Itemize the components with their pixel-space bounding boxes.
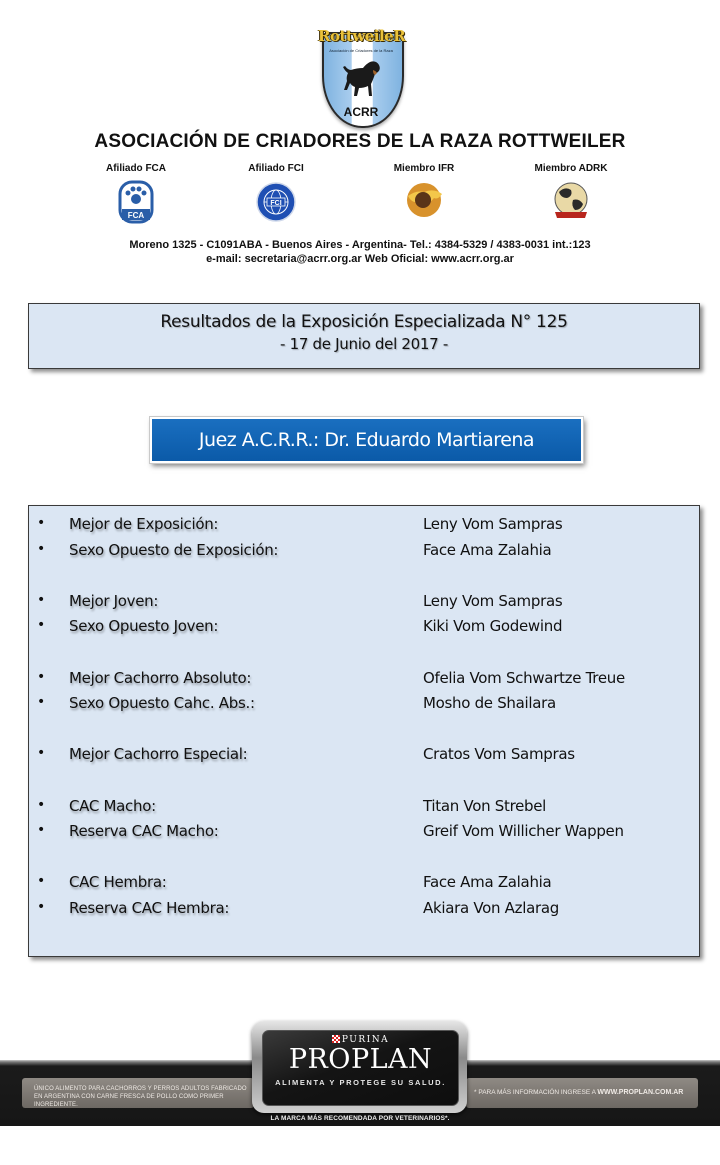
contact-email-web: e-mail: secretaria@acrr.org.ar Web Oficial: www.acrr.org.ar: [206, 253, 514, 265]
bullet-icon: •: [37, 873, 46, 889]
page-title: Resultados de la Exposición Especializada N° 125: [160, 312, 568, 332]
purina-checkerboard-icon: [332, 1035, 340, 1043]
proplan-tagline: ALIMENTA Y PROTEGE SU SALUD.: [275, 1078, 446, 1087]
winner-name: Face Ama Zalahia: [423, 541, 552, 559]
organization-title: ASOCIACIÓN DE CRIADORES DE LA RAZA ROTTWEILER: [94, 131, 626, 152]
award-label: Mejor Joven:: [69, 592, 159, 610]
proplan-logo-inner: [262, 1030, 459, 1106]
proplan-logo-plaque: [252, 1021, 467, 1113]
proplan-pro: PRO: [288, 1044, 351, 1075]
svg-text:FCI: FCI: [270, 200, 282, 207]
bullet-icon: •: [37, 617, 46, 633]
bullet-icon: •: [37, 669, 46, 685]
bullet-icon: •: [37, 541, 46, 557]
logo-initials: ACRR: [343, 105, 379, 119]
logo-subtitle: Asociación de Criadores de la Raza: [329, 48, 393, 53]
bullet-icon: •: [37, 515, 46, 531]
results-title-box: [28, 303, 700, 369]
bullet-icon: •: [37, 899, 46, 915]
purina-text: PURINA: [341, 1035, 390, 1045]
bullet-icon: •: [37, 797, 46, 813]
award-label: Mejor Cachorro Especial:: [69, 745, 248, 763]
winner-name: Leny Vom Sampras: [423, 592, 563, 610]
winner-name: Akiara Von Azlarag: [423, 899, 559, 917]
affiliation-label: Afiliado FCA: [106, 163, 166, 174]
list-item: [29, 541, 699, 565]
winner-name: Greif Vom Willicher Wappen: [423, 822, 624, 840]
judge-banner: Juez A.C.R.R.: Dr. Eduardo Martiarena: [150, 417, 583, 463]
affiliation-label: Miembro ADRK: [534, 163, 608, 174]
contact-address: Moreno 1325 - C1091ABA - Buenos Aires - Argentina- Tel.: 4384-5329 / 4383-0031 int.:123: [129, 239, 591, 251]
winner-name: Ofelia Vom Schwartze Treue: [423, 669, 625, 687]
award-label: Reserva CAC Macho:: [69, 822, 219, 840]
award-label: Mejor de Exposición:: [69, 515, 219, 533]
rottweiler-dog-icon: [340, 58, 384, 98]
award-label: Reserva CAC Hembra:: [69, 899, 230, 917]
winner-name: Cratos Vom Sampras: [423, 745, 575, 763]
acrr-logo: [318, 20, 404, 124]
affiliation-fca: [76, 163, 196, 220]
list-item: [29, 797, 699, 821]
fca-paw-badge-icon: [116, 180, 156, 224]
affiliation-adrk: [511, 163, 631, 174]
sponsor-info-prefix: * PARA MÁS INFORMACIÓN INGRESE A: [474, 1089, 598, 1096]
fci-globe-badge-icon: [256, 180, 296, 224]
award-label: Sexo Opuesto Joven:: [69, 617, 219, 635]
winner-name: Kiki Vom Godewind: [423, 617, 563, 635]
list-item: [29, 592, 699, 616]
award-label: Mejor Cachorro Absoluto:: [69, 669, 252, 687]
adrk-globe-badge-icon: [551, 180, 591, 224]
proplan-plan: PLAN: [350, 1044, 433, 1075]
list-item: [29, 617, 699, 641]
proplan-wordmark: [263, 1045, 458, 1075]
award-label: Sexo Opuesto de Exposición:: [69, 541, 279, 559]
sponsor-url: WWW.PROPLAN.COM.AR: [597, 1089, 684, 1096]
bullet-icon: •: [37, 694, 46, 710]
award-label: CAC Macho:: [69, 797, 156, 815]
ifr-globe-badge-icon: [404, 180, 444, 224]
winner-name: Mosho de Shailara: [423, 694, 556, 712]
svg-text:FCA: FCA: [127, 211, 145, 220]
affiliation-label: Afiliado FCI: [248, 163, 304, 174]
sponsor-vet-recommendation: LA MARCA MÁS RECOMENDADA POR VETERINARIOS*.: [270, 1115, 450, 1122]
award-label: Sexo Opuesto Cahc. Abs.:: [69, 694, 255, 712]
award-label: CAC Hembra:: [69, 873, 167, 891]
list-item: [29, 694, 699, 718]
logo-banner-text: RottweileR: [318, 27, 406, 45]
list-item: [29, 873, 699, 897]
event-date: - 17 de Junio del 2017 -: [280, 335, 448, 353]
winner-name: Face Ama Zalahia: [423, 873, 552, 891]
winner-name: Titan Von Strebel: [423, 797, 547, 815]
sponsor-info-right: [466, 1078, 698, 1108]
bullet-icon: •: [37, 592, 46, 608]
winner-name: Leny Vom Sampras: [423, 515, 563, 533]
list-item: [29, 515, 699, 539]
list-item: [29, 822, 699, 846]
bullet-icon: •: [37, 745, 46, 761]
results-list: [28, 505, 700, 957]
affiliation-fci: [216, 163, 336, 207]
list-item: [29, 745, 699, 769]
list-item: [29, 669, 699, 693]
list-item: [29, 899, 699, 923]
affiliation-ifr: [364, 163, 484, 174]
affiliation-label: Miembro IFR: [393, 163, 455, 174]
sponsor-claim-left: ÚNICO ALIMENTO PARA CACHORROS Y PERROS ADULTOS FABRICADO EN ARGENTINA CON CARNE FRESCA DE POLLO COMO PRIMER INGREDIENTE.: [22, 1078, 254, 1108]
bullet-icon: •: [37, 822, 46, 838]
